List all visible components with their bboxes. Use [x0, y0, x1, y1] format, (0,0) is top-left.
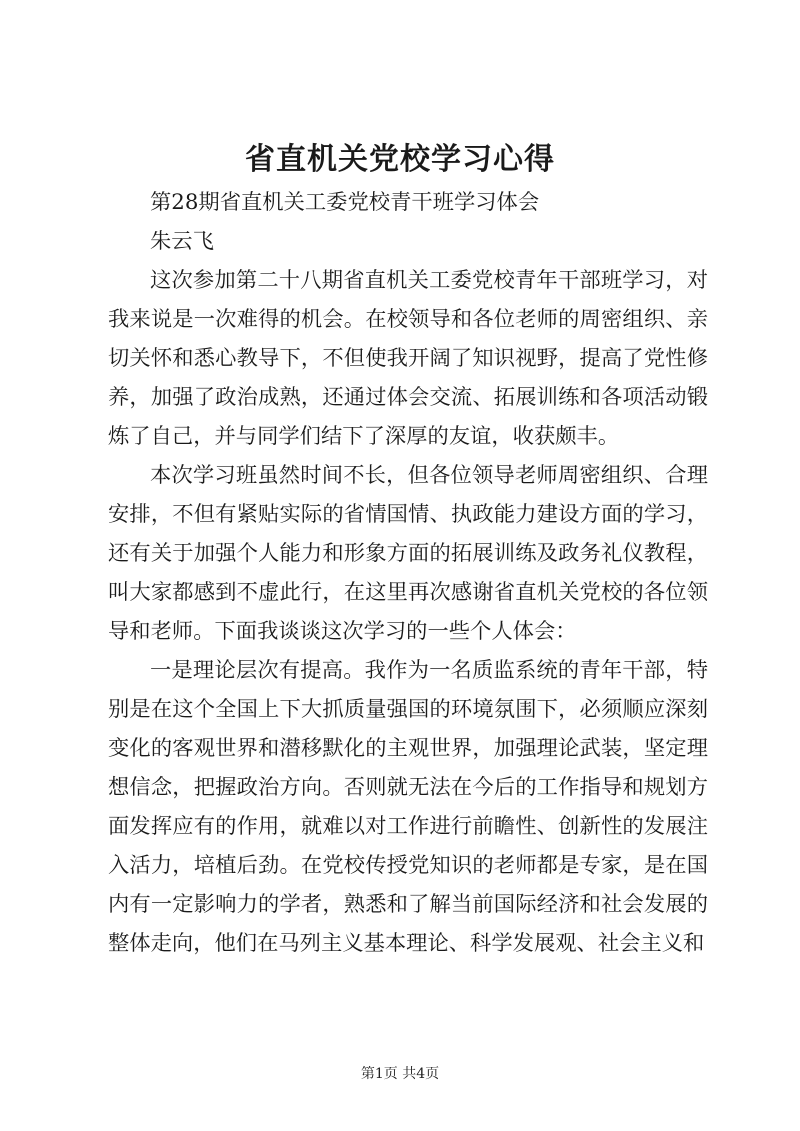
- page-number-footer: 第1页 共4页: [360, 1066, 440, 1082]
- subtitle-line: 第28期省直机关工委党校青干班学习体会: [150, 190, 540, 215]
- document-body: [108, 183, 708, 963]
- paragraph: 这次参加第二十八期省直机关工委党校青年干部班学习，对我来说是一次难得的机会。在校领导和各位老师的周密组织、亲切关怀和悉心教导下，不但使我开阔了知识视野，提高了党性修养，加强了政治成熟，还通过体会交流、拓展训练和各项活动锻炼了自己，并与同学们结下了深厚的友谊，收获颇丰。: [108, 268, 708, 449]
- paragraph: 本次学习班虽然时间不长，但各位领导老师周密组织、合理安排，不但有紧贴实际的省情国情、执政能力建设方面的学习，还有关于加强个人能力和形象方面的拓展训练及政务礼仪教程，叫大家都感到不虚此行，在这里再次感谢省直机关党校的各位领导和老师。下面我谈谈这次学习的一些个人体会：: [108, 463, 708, 644]
- paragraph: 一是理论层次有提高。我作为一名质监系统的青年干部，特别是在这个全国上下大抓质量强国的环境氛围下，必须顺应深刻变化的客观世界和潜移默化的主观世界，加强理论武装，坚定理想信念，把握政治方向。否则就无法在今后的工作指导和规划方面发挥应有的作用，就难以对工作进行前瞻性、创新性的发展注入活力，培植后劲。在党校传授党知识的老师都是专家，是在国内有一定影响力的学者，熟悉和了解当前国际经济和社会发展的整体走向，他们在马列主义基本理论、科学发展观、社会主义和: [108, 658, 708, 956]
- document-title: 省直机关党校学习心得: [245, 142, 555, 177]
- author-line: 朱云飞: [150, 229, 214, 254]
